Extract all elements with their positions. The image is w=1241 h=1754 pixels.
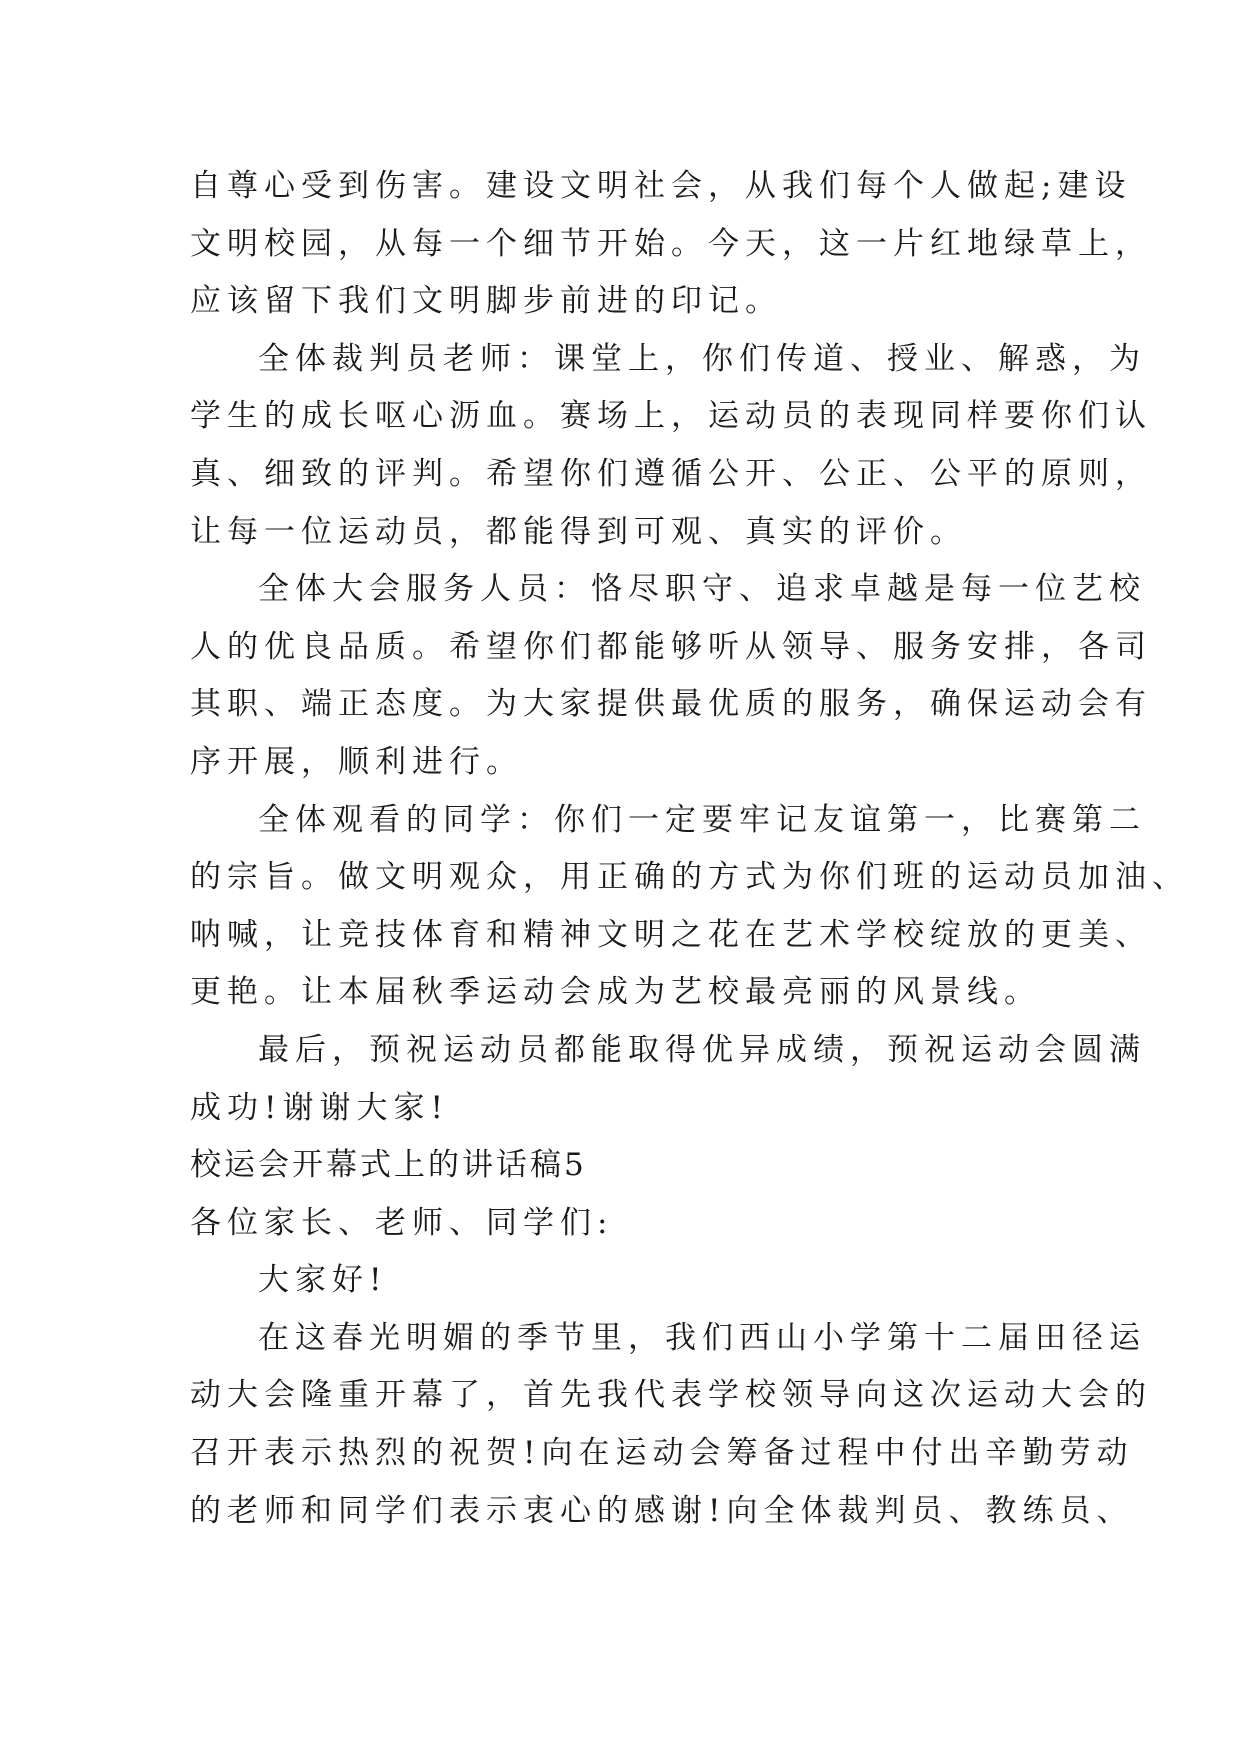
paragraph-start-line: 最后，预祝运动员都能取得优异成绩，预祝运动会圆满 <box>258 1031 1146 1068</box>
paragraph-start-line: 全体大会服务人员：恪尽职守、追求卓越是每一位艺校 <box>258 571 1146 608</box>
text-line: 的宗旨。做文明观众，用正确的方式为你们班的运动员加油、 <box>190 859 1189 896</box>
greeting-line: 大家好! <box>258 1262 388 1299</box>
text-line: 文明校园，从每一个细节开始。今天，这一片红地绿草上， <box>190 225 1152 262</box>
salutation-line: 各位家长、老师、同学们: <box>190 1204 614 1241</box>
document-body <box>190 158 1189 1540</box>
text-line: 更艳。让本届秋季运动会成为艺校最亮丽的风景线。 <box>190 974 1041 1011</box>
text-line: 让每一位运动员，都能得到可观、真实的评价。 <box>190 513 967 550</box>
paragraph-start-line: 在这春光明媚的季节里，我们西山小学第十二届田径运 <box>258 1319 1146 1356</box>
text-line: 动大会隆重开幕了，首先我代表学校领导向这次运动大会的 <box>190 1377 1152 1414</box>
paragraph-start-line: 全体裁判员老师：课堂上，你们传道、授业、解惑，为 <box>258 340 1146 377</box>
section-heading: 校运会开幕式上的讲话稿5 <box>190 1147 587 1184</box>
text-line: 呐喊，让竞技体育和精神文明之花在艺术学校绽放的更美、 <box>190 916 1152 953</box>
text-line: 应该留下我们文明脚步前进的印记。 <box>190 283 782 320</box>
text-line: 自尊心受到伤害。建设文明社会，从我们每个人做起;建设 <box>190 168 1132 204</box>
text-line: 人的优良品质。希望你们都能够听从领导、服务安排，各司 <box>190 628 1152 665</box>
text-line: 真、细致的评判。希望你们遵循公开、公正、公平的原则， <box>190 455 1152 492</box>
text-line: 成功!谢谢大家! <box>190 1089 449 1126</box>
text-line: 的老师和同学们表示衷心的感谢!向全体裁判员、教练员、 <box>190 1492 1134 1529</box>
text-line: 其职、端正态度。为大家提供最优质的服务，确保运动会有 <box>190 686 1152 723</box>
text-line: 学生的成长呕心沥血。赛场上，运动员的表现同样要你们认 <box>190 398 1152 435</box>
text-line: 序开展，顺利进行。 <box>190 743 523 780</box>
paragraph-start-line: 全体观看的同学：你们一定要牢记友谊第一，比赛第二 <box>258 801 1146 838</box>
text-line: 召开表示热烈的祝贺!向在运动会筹备过程中付出辛勤劳动 <box>190 1435 1134 1472</box>
